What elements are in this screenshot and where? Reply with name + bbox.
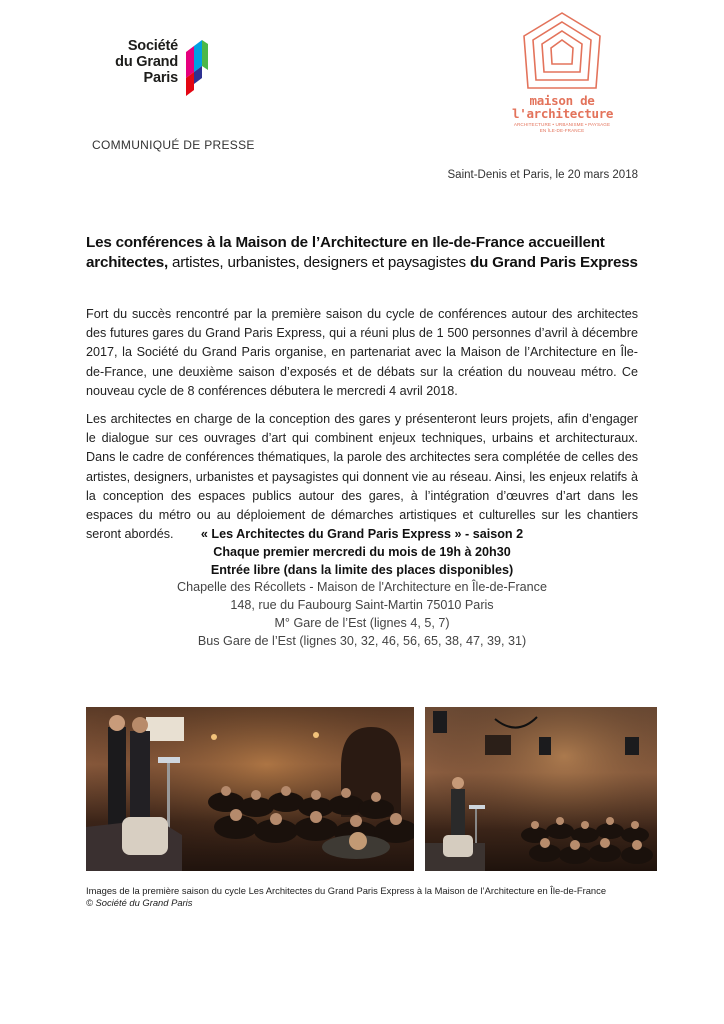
mda-logo-line2: l'architecture: [512, 106, 614, 121]
sgp-logo-line1: Société: [127, 38, 178, 54]
mda-logo-line1: maison de: [529, 93, 595, 108]
maison-architecture-wordmark: [512, 94, 612, 134]
event-bus: Bus Gare de l’Est (lignes 30, 32, 46, 56, 65, 38, 47, 39, 31): [197, 633, 527, 648]
headline-line2: [86, 253, 646, 273]
event-info: [86, 526, 638, 651]
event-venue: Chapelle des Récollets - Maison de l'Architecture en Île-de-France: [177, 580, 547, 595]
headline: [86, 233, 646, 273]
paragraph-details: Les architectes en charge de la conception des gares y présenteront leurs projets, afin d’engager le dialogue sur ces ouvrages d’art qui combinent enjeux techniques, urbains et architecturaux. Dans le cadre de conférences thématiques, la parole des architectes sera complétée de celles des artistes, designers, urbanistes et paysagistes qui donnent vie au réseau. Ainsi, les enjeux relatifs à la conception des espaces publics autour des gares, à l’intégration d’œuvres d’art dans les espaces du métro ou au déploiement de démarches artistiques et culturelles sur les chantiers seront abordés.: [86, 412, 638, 542]
press-release-label: COMMUNIQUÉ DE PRESSE: [92, 138, 255, 152]
mda-logo-tagline: [512, 122, 612, 134]
sgp-logo-line2: du Grand: [115, 54, 178, 70]
mda-logo-tagline-2: EN ÎLE-DE-FRANCE: [539, 128, 585, 133]
house-outline-icon: [520, 10, 604, 92]
societe-du-grand-paris-logo: [100, 38, 220, 108]
photo-credit: © Société du Grand Paris: [86, 897, 193, 908]
event-address: 148, rue du Faubourg Saint-Martin 75010 Paris: [230, 598, 494, 613]
conference-photo-left: [86, 707, 414, 871]
dateline: Saint-Denis et Paris, le 20 mars 2018: [447, 169, 638, 181]
headline-line1: Les conférences à la Maison de l’Architecture en Ile-de-France accueillent: [86, 234, 605, 251]
conference-scene-right: [425, 707, 657, 871]
event-metro: M° Gare de l’Est (lignes 4, 5, 7): [274, 615, 450, 630]
headline-architectes: architectes,: [86, 254, 169, 271]
mda-logo-tagline-1: ARCHITECTURE • URBANISME • PAYSAGE: [513, 122, 611, 127]
conference-scene-left: [86, 707, 414, 871]
event-schedule: Chaque premier mercredi du mois de 19h à 20h30: [213, 544, 511, 559]
sgp-logo-wordmark: [100, 38, 178, 86]
conference-photo-right: [425, 707, 657, 871]
event-entry: Entrée libre (dans la limite des places disponibles): [210, 562, 514, 577]
sgp-logo-mark-icon: [180, 38, 210, 100]
headline-grand-paris-express: du Grand Paris Express: [469, 254, 638, 271]
headline-others: artistes, urbanistes, designers et paysagistes: [168, 254, 470, 271]
sgp-logo-line3: Paris: [143, 70, 178, 86]
event-title: « Les Architectes du Grand Paris Express » - saison 2: [200, 527, 524, 541]
photo-caption: Images de la première saison du cycle Les Architectes du Grand Paris Express à la Maison de l’Architecture en Île-de-France: [86, 885, 607, 896]
maison-architecture-logo: [512, 10, 612, 135]
paragraph-intro: Fort du succès rencontré par la première saison du cycle de conférences autour des architectes des futures gares du Grand Paris Express, qui a réuni plus de 1 500 personnes d’avril à décembre 2017, la Société du Grand Paris organise, en partenariat avec la Maison de l’Architecture en Île-de-France, une deuxième saison d’exposés et de débats sur la création du nouveau métro. Ce nouveau cycle de 8 conférences débutera le mercredi 4 avril 2018.: [86, 307, 638, 398]
